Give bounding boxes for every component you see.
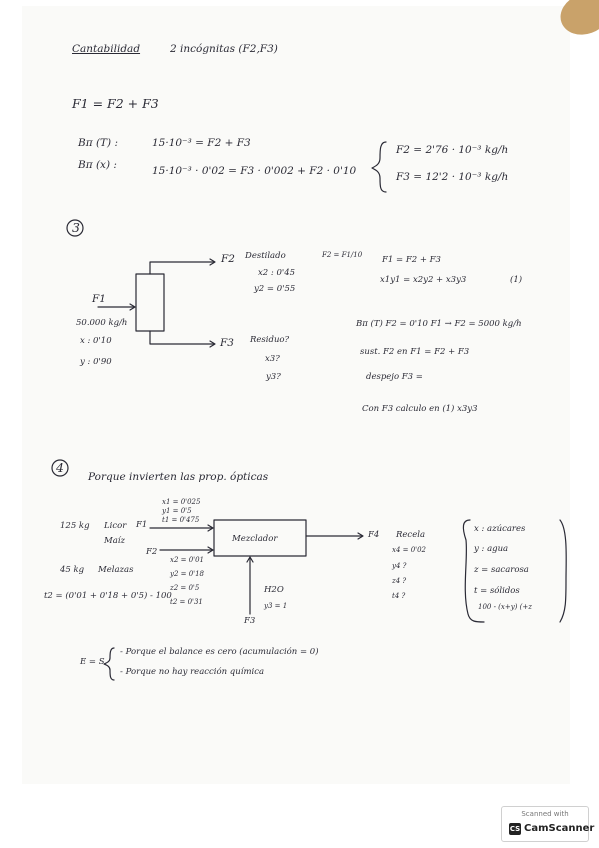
water-label: H2O	[264, 585, 284, 595]
section-subtitle: 2 incógnitas (F2,F3)	[170, 43, 278, 55]
partial-balance-label: Bπ (x) :	[78, 159, 117, 171]
input-y1: y1 = 0'5	[162, 507, 192, 515]
section-number-3: 3	[72, 220, 80, 235]
feed-x: x : 0'10	[80, 336, 112, 346]
section-4-heading: Porque invierten las prop. ópticas	[88, 471, 269, 483]
flow-ratio: F2 = F1/10	[322, 251, 363, 259]
total-balance-label: Bπ (T) :	[78, 137, 119, 149]
section-title: Cantabilidad	[72, 43, 141, 55]
feed2-amount: 45 kg	[60, 565, 85, 575]
feed-flow: 50.000 kg/h	[76, 318, 128, 328]
s3-final-step: Con F3 calculo en (1) x3y3	[362, 404, 478, 414]
balance-equation: F1 = F2 + F3	[72, 96, 159, 111]
stream-f3-label: F3	[220, 337, 234, 349]
feed1-amount: 125 kg	[60, 521, 90, 531]
reason-1: - Porque el balance es cero (acumulación = 0)	[120, 647, 319, 657]
total-balance-equation: 15·10⁻³ = F2 + F3	[152, 137, 251, 149]
camscanner-logo-icon: CS	[509, 825, 521, 833]
output-z4: z4 ?	[392, 577, 407, 585]
output-t4: t4 ?	[392, 592, 406, 600]
legend-t: t = sólidos	[474, 586, 520, 596]
result-f3: F3 = 12'2 · 10⁻³ kg/h	[396, 171, 509, 183]
feed1-tag: F1	[136, 520, 148, 530]
melazas-y2: y2 = 0'18	[170, 570, 205, 578]
output-x4: x4 = 0'02	[392, 546, 427, 554]
stream-f2-label: F2	[221, 253, 235, 265]
scanned-with-text: Scanned with	[521, 810, 569, 818]
residuo-x: x3?	[265, 354, 280, 364]
s3-total-balance: F1 = F2 + F3	[382, 255, 441, 265]
feed2-name: Melazas	[98, 565, 134, 575]
feed-y: y : 0'90	[80, 357, 112, 367]
output-y4: y4 ?	[392, 562, 407, 570]
equation-tag: (1)	[510, 275, 523, 285]
s3-solve-f3: despejo F3 =	[366, 372, 423, 382]
output-name: Recela	[396, 530, 426, 540]
feed-f1-label: F1	[92, 293, 106, 305]
legend-t-formula: 100 - (x+y) (+z	[478, 603, 532, 611]
melazas-t2: t2 = 0'31	[170, 598, 203, 606]
feed1-name: Licor	[104, 521, 127, 531]
melazas-x2: x2 = 0'01	[170, 556, 205, 564]
feed1-name-2: Maíz	[104, 536, 125, 546]
input-t1: t1 = 0'475	[162, 516, 200, 524]
output-f4-tag: F4	[368, 530, 380, 540]
input-x1: x1 = 0'025	[162, 498, 201, 506]
s3-substitution: sust. F2 en F1 = F2 + F3	[360, 347, 470, 357]
residuo-y: y3?	[266, 372, 281, 382]
section-number-4: 4	[56, 460, 64, 475]
notebook-sheet	[22, 6, 570, 784]
result-f2: F2 = 2'76 · 10⁻³ kg/h	[396, 144, 509, 156]
camscanner-brand: CamScanner	[524, 823, 595, 834]
water-f3-tag: F3	[244, 616, 256, 626]
legend-z: z = sacarosa	[474, 565, 529, 575]
feed2-tag: F2	[146, 547, 158, 557]
s3-bt-step: Bπ (T) F2 = 0'10 F1 → F2 = 5000 kg/h	[356, 319, 522, 329]
destilado-y: y2 = 0'55	[254, 284, 296, 294]
reason-2: - Porque no hay reacción química	[120, 667, 265, 677]
legend-x: x : azúcares	[474, 524, 526, 534]
melazas-z2: z2 = 0'5	[170, 584, 200, 592]
destilado-label: Destilado	[245, 251, 286, 261]
solids-calculation: t2 = (0'01 + 0'18 + 0'5) - 100	[44, 591, 172, 601]
partial-balance-equation: 15·10⁻³ · 0'02 = F3 · 0'002 + F2 · 0'10	[152, 165, 357, 177]
s3-partial-balance: x1y1 = x2y2 + x3y3	[380, 275, 467, 285]
legend-y: y : agua	[474, 544, 509, 554]
destilado-x: x2 : 0'45	[258, 268, 296, 278]
input-equals-output: E = S	[80, 657, 105, 667]
mixer-label: Mezclador	[232, 534, 278, 544]
water-y3: y3 = 1	[264, 602, 288, 610]
residuo-label: Residuo?	[250, 335, 290, 345]
camscanner-badge	[501, 806, 595, 842]
